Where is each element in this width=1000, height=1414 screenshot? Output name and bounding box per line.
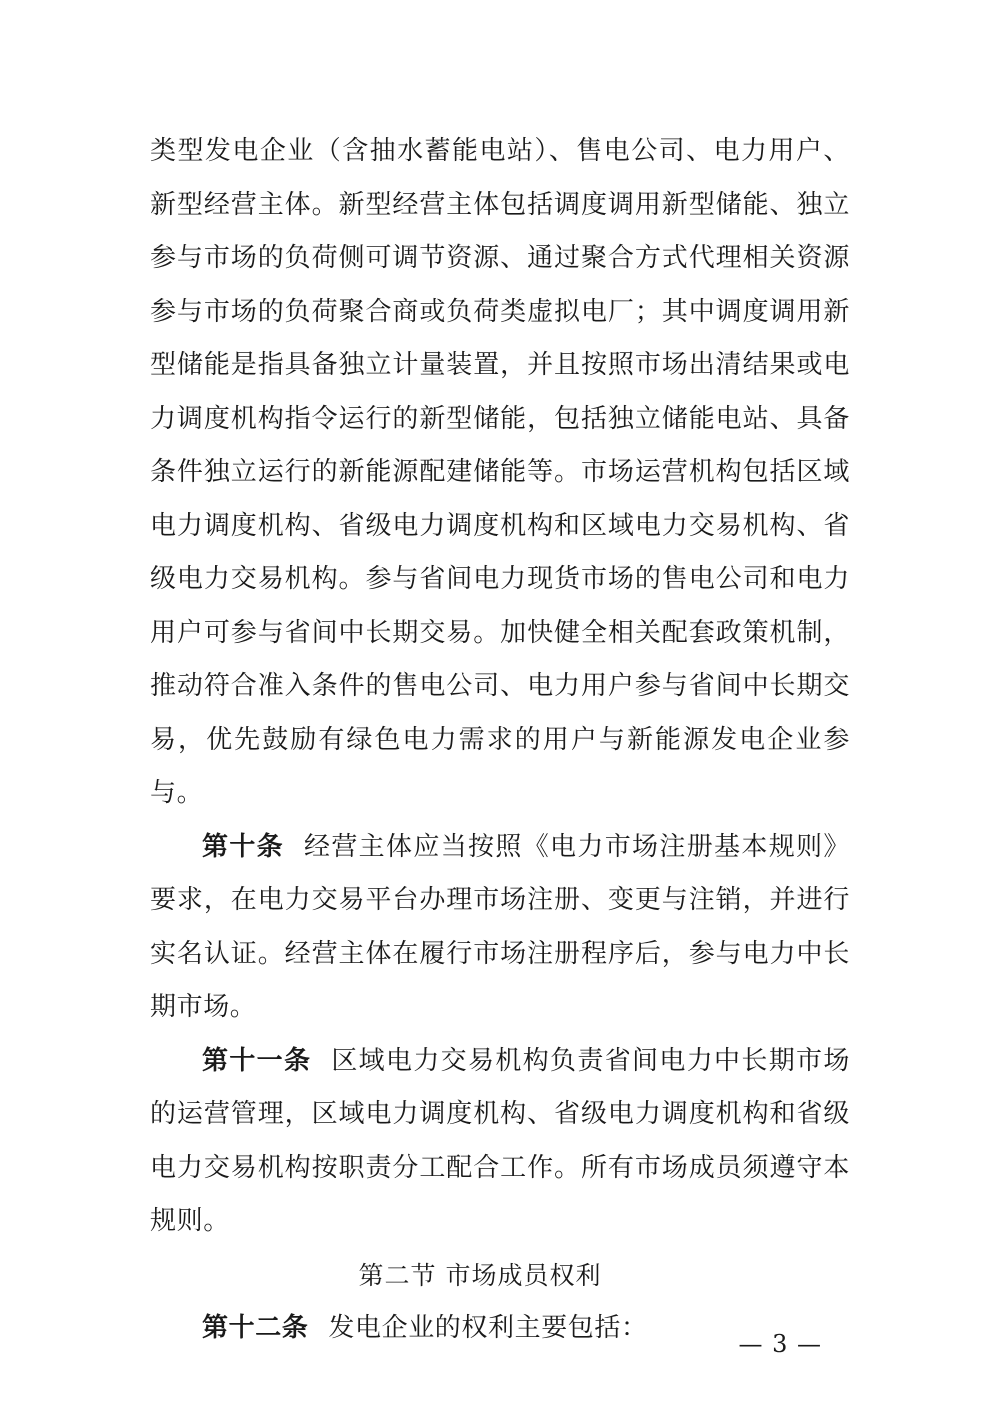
article-number: 第十一条	[202, 1045, 312, 1076]
article-number: 第十条	[202, 831, 285, 862]
section-heading: 第二节 市场成员权利	[358, 1260, 602, 1290]
paragraph-text: 类型发电企业（含抽水蓄能电站）、售电公司、电力用户、新型经营主体。新型经营主体包括调度调用新型储能、独立参与市场的负荷侧可调节资源、通过聚合方式代理相关资源参与市场的负荷聚合商或负荷类虚拟电厂；其中调度调用新型储能是指具备独立计量装置，并且按照市场出清结果或电力调度机构指令运行的新型储能，包括独立储能电站、具备条件独立运行的新能源配建储能等。市场运营机构包括区域电力调度机构、省级电力调度机构和区域电力交易机构、省级电力交易机构。参与省间电力现货市场的售电公司和电力用户可参与省间中长期交易。加快健全相关配套政策机制，推动符合准入条件的售电公司、电力用户参与省间中长期交易，优先鼓励有绿色电力需求的用户与新能源发电企业参与。	[150, 136, 850, 808]
article-number: 第十二条	[202, 1313, 309, 1343]
article-text: 经营主体应当按照《电力市场注册基本规则》要求，在电力交易平台办理市场注册、变更与注销，并进行实名认证。经营主体在履行市场注册程序后，参与电力中长期市场。	[150, 831, 850, 1022]
article-10	[150, 821, 850, 1035]
article-text: 发电企业的权利主要包括：	[328, 1313, 648, 1343]
page-number: — 3 —	[738, 1330, 822, 1358]
article-text: 区域电力交易机构负责省间电力中长期市场的运营管理，区域电力调度机构、省级电力调度机构和省级电力交易机构按职责分工配合工作。所有市场成员须遵守本规则。	[150, 1045, 850, 1236]
article-11	[150, 1035, 850, 1249]
paragraph-continued	[150, 125, 850, 821]
document-body	[150, 125, 850, 1356]
